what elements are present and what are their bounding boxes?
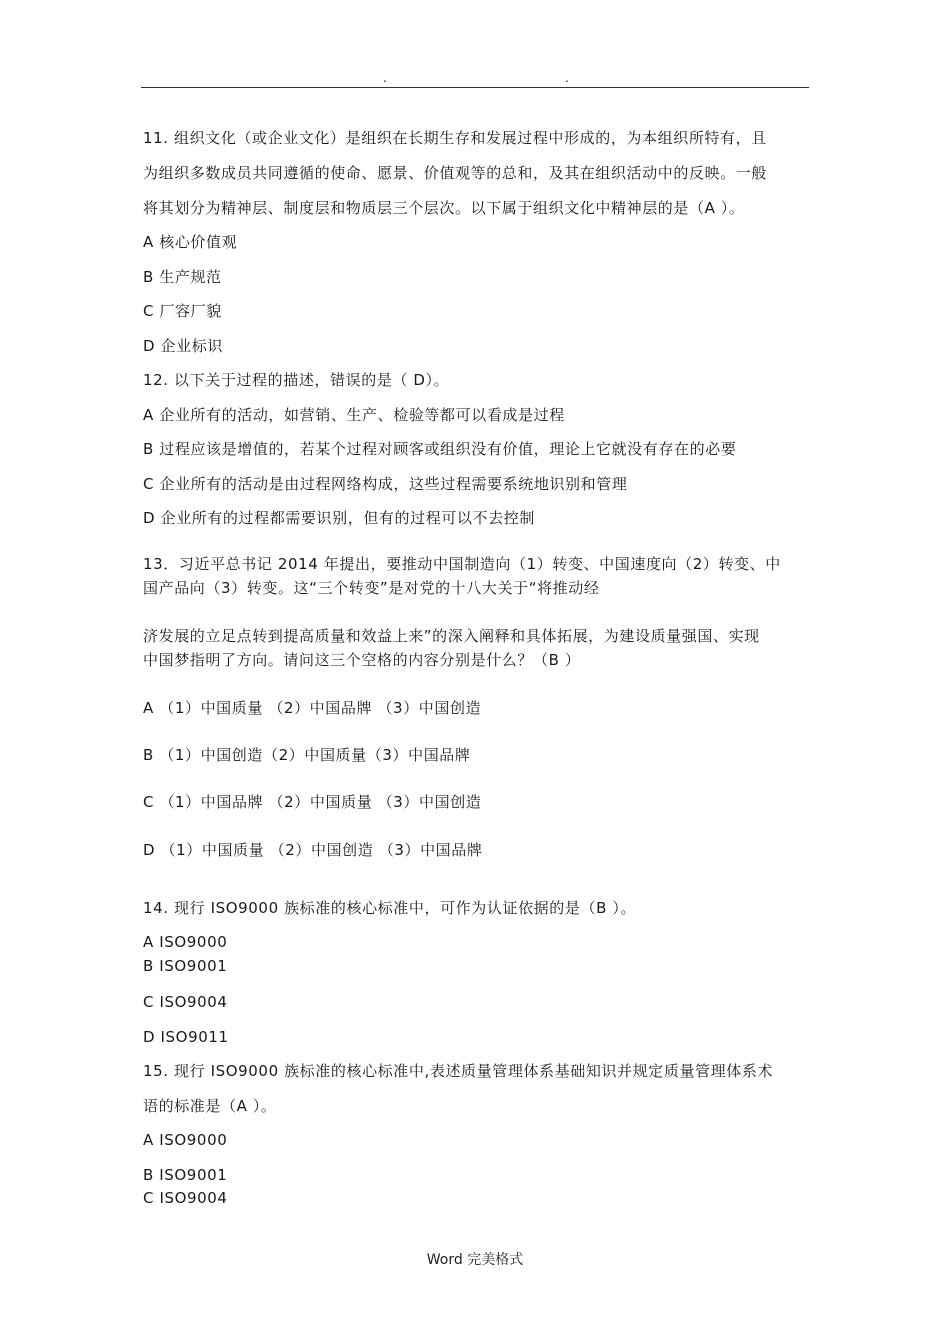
page-footer: Word 完美格式 <box>426 1252 524 1268</box>
question-13-stem-line: 中国梦指明了方向。请问这三个空格的内容分别是什么？（B ） <box>143 651 581 669</box>
question-14-stem-line: 14. 现行 ISO9000 族标准的核心标准中，可作为认证依据的是（B ）。 <box>143 899 637 917</box>
question-13-option-c: C （1）中国品牌 （2）中国质量 （3）中国创造 <box>143 793 482 811</box>
page-header <box>0 72 950 84</box>
header-dot: . <box>383 71 387 85</box>
header-dot: . <box>565 71 569 85</box>
question-12-option-b: B 过程应该是增值的，若某个过程对顾客或组织没有价值，理论上它就没有存在的必要 <box>143 440 737 458</box>
question-13-option-a: A （1）中国质量 （2）中国品牌 （3）中国创造 <box>143 699 482 717</box>
question-12-option-c: C 企业所有的活动是由过程网络构成，这些过程需要系统地识别和管理 <box>143 475 628 493</box>
question-15-option-b: B ISO9001 <box>143 1166 228 1184</box>
question-13-stem-line: 国产品向（3）转变。这“三个转变”是对党的十八大关于“将推动经 <box>143 579 600 597</box>
question-11-option-b: B 生产规范 <box>143 268 222 286</box>
question-11-stem-line: 为组织多数成员共同遵循的使命、愿景、价值观等的总和，及其在组织活动中的反映。一般 <box>143 164 768 182</box>
question-15-stem-line: 15. 现行 ISO9000 族标准的核心标准中,表述质量管理体系基础知识并规定质量管理体系术 <box>143 1062 774 1080</box>
question-14-option-b: B ISO9001 <box>143 957 228 975</box>
question-15-option-c: C ISO9004 <box>143 1189 228 1207</box>
question-12-option-a: A 企业所有的活动，如营销、生产、检验等都可以看成是过程 <box>143 406 565 424</box>
question-13-stem-line: 济发展的立足点转到提高质量和效益上来”的深入阐释和具体拓展，为建设质量强国、实现 <box>143 627 760 645</box>
question-15-option-a: A ISO9000 <box>143 1131 228 1149</box>
question-11-stem-line: 将其划分为精神层、制度层和物质层三个层次。以下属于组织文化中精神层的是（A ）。 <box>143 199 745 217</box>
question-14-option-c: C ISO9004 <box>143 993 228 1011</box>
header-rule <box>141 87 809 88</box>
question-14-option-a: A ISO9000 <box>143 933 228 951</box>
question-13-option-d: D （1）中国质量 （2）中国创造 （3）中国品牌 <box>143 841 483 859</box>
question-11-option-d: D 企业标识 <box>143 337 223 355</box>
question-12-stem-line: 12. 以下关于过程的描述，错误的是（ D）。 <box>143 371 450 389</box>
question-11-stem-line: 11. 组织文化（或企业文化）是组织在长期生存和发展过程中形成的，为本组织所特有，且 <box>143 129 767 147</box>
question-11-option-a: A 核心价值观 <box>143 233 238 251</box>
question-12-option-d: D 企业所有的过程都需要识别，但有的过程可以不去控制 <box>143 509 535 527</box>
question-13-stem-line: 13．习近平总书记 2014 年提出，要推动中国制造向（1）转变、中国速度向（2）转变、中 <box>143 555 781 573</box>
question-11-option-c: C 厂容厂貌 <box>143 302 222 320</box>
question-14-option-d: D ISO9011 <box>143 1028 229 1046</box>
question-15-stem-line: 语的标准是（A ）。 <box>143 1097 277 1115</box>
question-13-option-b: B （1）中国创造（2）中国质量（3）中国品牌 <box>143 746 471 764</box>
